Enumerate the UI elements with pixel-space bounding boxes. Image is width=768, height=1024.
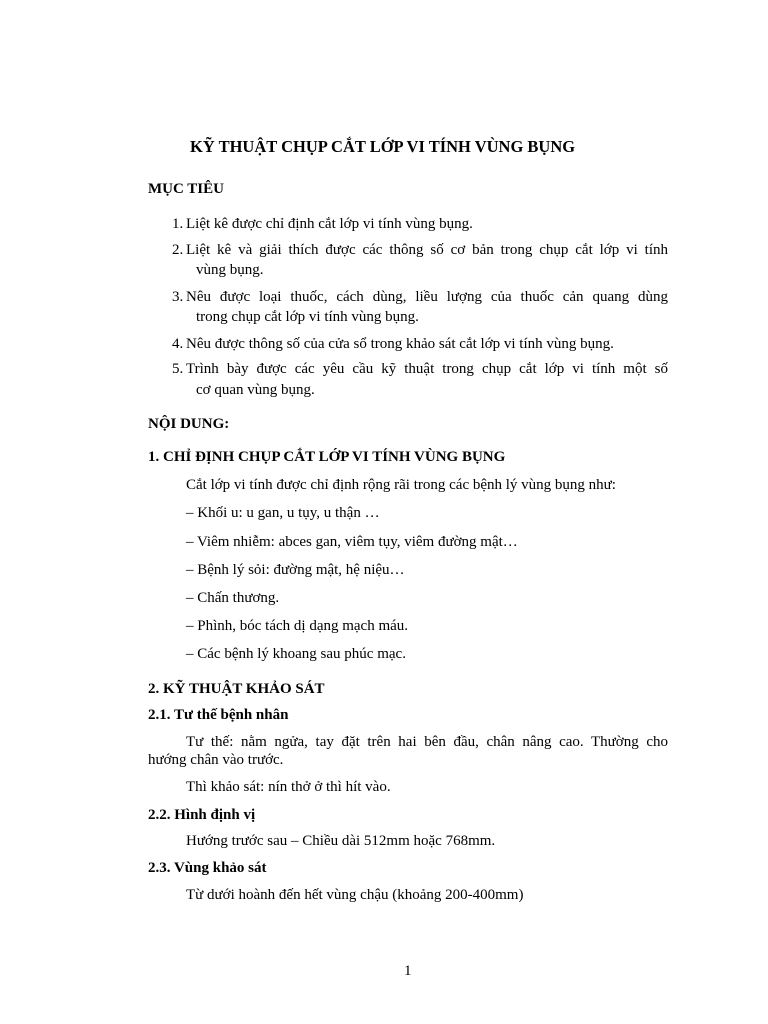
paragraph: Hướng trước sau – Chiều dài 512mm hoặc 768mm. <box>186 833 496 849</box>
objective-text-continued: trong chụp cắt lớp vi tính vùng bụng. <box>196 309 419 325</box>
paragraph: Từ dưới hoành đến hết vùng chậu (khoảng 200-400mm) <box>186 887 524 903</box>
section-heading: 1. CHỈ ĐỊNH CHỤP CẮT LỚP VI TÍNH VÙNG BỤNG <box>148 449 506 465</box>
objective-text: Liệt kê và giải thích được các thông số cơ bản trong chụp cắt lớp vi tính <box>186 242 668 258</box>
objective-number: 5. <box>172 361 184 377</box>
list-item: – Phình, bóc tách dị dạng mạch máu. <box>186 618 409 634</box>
subsection-heading: 2.2. Hình định vị <box>148 807 256 823</box>
page-number: 1 <box>404 963 412 979</box>
document-title: KỸ THUẬT CHỤP CẮT LỚP VI TÍNH VÙNG BỤNG <box>190 137 576 156</box>
objective-number: 1. <box>172 216 184 232</box>
paragraph: Tư thế: nằm ngửa, tay đặt trên hai bên đầu, chân nâng cao. Thường cho <box>186 734 668 750</box>
list-item: – Khối u: u gan, u tụy, u thận … <box>186 505 380 521</box>
list-item: – Viêm nhiễm: abces gan, viêm tụy, viêm đường mật… <box>186 534 518 550</box>
subsection-heading: 2.3. Vùng khảo sát <box>148 860 267 876</box>
section-intro: Cắt lớp vi tính được chỉ định rộng rãi trong các bệnh lý vùng bụng như: <box>186 477 616 493</box>
objective-text-continued: vùng bụng. <box>196 262 264 278</box>
list-item: – Bệnh lý sỏi: đường mật, hệ niệu… <box>186 562 405 578</box>
objective-number: 2. <box>172 242 184 258</box>
objective-text: Nêu được thông số của cửa sổ trong khảo sát cắt lớp vi tính vùng bụng. <box>186 336 614 352</box>
list-item: – Các bệnh lý khoang sau phúc mạc. <box>186 646 406 662</box>
objectives-heading: MỤC TIÊU <box>148 181 224 197</box>
list-item: – Chấn thương. <box>186 590 280 606</box>
paragraph-continued: hướng chân vào trước. <box>148 752 284 768</box>
paragraph: Thì khảo sát: nín thở ở thì hít vào. <box>186 779 391 795</box>
objective-text: Liệt kê được chỉ định cắt lớp vi tính vùng bụng. <box>186 216 473 232</box>
objective-number: 3. <box>172 289 184 305</box>
objective-text-continued: cơ quan vùng bụng. <box>196 382 315 398</box>
objective-number: 4. <box>172 336 184 352</box>
objective-text: Nêu được loại thuốc, cách dùng, liều lượng của thuốc cản quang dùng <box>186 289 668 305</box>
subsection-heading: 2.1. Tư thế bệnh nhân <box>148 707 289 723</box>
objective-text: Trình bày được các yêu cầu kỹ thuật trong chụp cắt lớp vi tính một số <box>186 361 668 377</box>
section-heading: 2. KỸ THUẬT KHẢO SÁT <box>148 681 325 697</box>
content-heading: NỘI DUNG: <box>148 416 230 432</box>
